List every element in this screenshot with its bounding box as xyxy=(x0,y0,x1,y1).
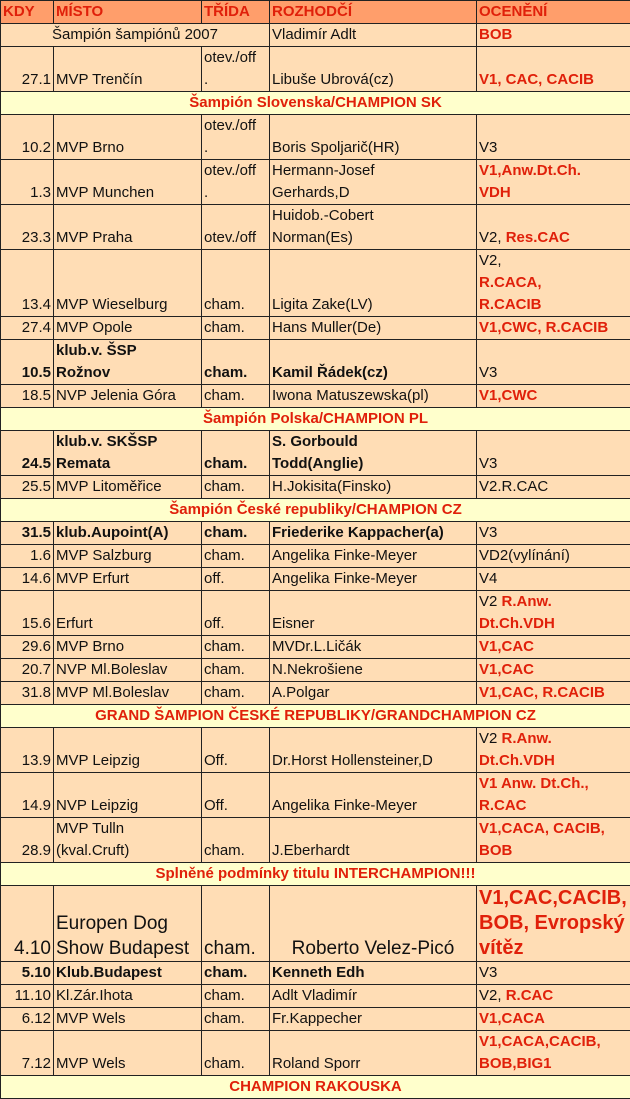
award-text: V2, xyxy=(479,229,502,246)
place-text: MVP Wieselburg xyxy=(56,296,167,313)
place-cell xyxy=(54,636,202,659)
class-cell xyxy=(202,728,270,773)
award-text: VDH xyxy=(479,184,511,201)
award-text: V1,CWC xyxy=(479,387,537,404)
place-text: MVP Munchen xyxy=(56,184,154,201)
judge-cell xyxy=(270,340,477,385)
judge-text: Eisner xyxy=(272,615,315,632)
header-cell: OCENĚNÍ xyxy=(477,1,630,24)
judge-text: Huidob.-Cobert xyxy=(272,207,374,224)
award-text: V2.R.CAC xyxy=(479,478,548,495)
award-text: Dt.Ch.VDH xyxy=(479,752,555,769)
place-cell xyxy=(54,160,202,205)
class-text: otev./off xyxy=(204,117,256,134)
class-text: cham. xyxy=(204,661,245,678)
table-row xyxy=(1,728,630,773)
class-text: cham. xyxy=(204,547,245,564)
place-cell xyxy=(54,476,202,499)
table-row xyxy=(1,682,630,705)
judge-cell xyxy=(270,431,477,476)
judge-text: Iwona Matuszewska(pl) xyxy=(272,387,429,404)
judge-text: Libuše Ubrová(cz) xyxy=(272,71,394,88)
class-text: cham. xyxy=(204,364,247,381)
award-text: V3 xyxy=(479,139,497,156)
place-text: MVP Erfurt xyxy=(56,570,129,587)
award-text: V2 xyxy=(479,730,497,747)
date-cell: 14.6 xyxy=(1,568,54,591)
award-cell xyxy=(477,682,630,705)
class-cell xyxy=(202,205,270,250)
table-row xyxy=(1,115,630,160)
class-cell xyxy=(202,385,270,408)
judge-text: Roberto Velez-Picó xyxy=(292,938,455,959)
class-cell xyxy=(202,476,270,499)
award-text: BOB xyxy=(479,26,512,43)
judge-cell xyxy=(270,591,477,636)
date-cell: 14.9 xyxy=(1,773,54,818)
place-text: Kl.Zár.Ihota xyxy=(56,987,133,1004)
date-cell: 24.5 xyxy=(1,431,54,476)
table-row xyxy=(1,659,630,682)
class-cell xyxy=(202,340,270,385)
table-row xyxy=(1,962,630,985)
table-row xyxy=(1,317,630,340)
table-row xyxy=(1,818,630,863)
class-text: cham. xyxy=(204,1055,245,1072)
class-cell xyxy=(202,591,270,636)
judge-text: Dr.Horst Hollensteiner,D xyxy=(272,752,433,769)
class-text: cham. xyxy=(204,842,245,859)
date-cell: 13.4 xyxy=(1,250,54,317)
place-cell xyxy=(54,886,202,962)
place-text: (kval.Cruft) xyxy=(56,842,129,859)
award-cell xyxy=(477,659,630,682)
judge-cell xyxy=(270,317,477,340)
section-title: GRAND ŠAMPION ČESKÉ REPUBLIKY/GRANDCHAMPION CZ xyxy=(1,705,630,728)
class-cell xyxy=(202,962,270,985)
award-text: V3 xyxy=(479,455,497,472)
date-cell: 7.12 xyxy=(1,1031,54,1076)
place-cell xyxy=(54,431,202,476)
award-text: BOB, Evropský xyxy=(479,912,625,934)
award-text: V1,CACA,CACIB, xyxy=(479,1033,601,1050)
judge-text: Gerhards,D xyxy=(272,184,350,201)
class-text: otev./off xyxy=(204,229,256,246)
judge-cell xyxy=(270,47,477,92)
date-cell: 20.7 xyxy=(1,659,54,682)
date-cell: 4.10 xyxy=(1,886,54,962)
award-text: V1,CAC xyxy=(479,661,534,678)
class-cell xyxy=(202,115,270,160)
award-cell xyxy=(477,115,630,160)
place-cell xyxy=(54,962,202,985)
table-row xyxy=(1,205,630,250)
award-text: VD2(vylínání) xyxy=(479,547,570,564)
place-text: MVP Leipzig xyxy=(56,752,140,769)
place-text: Erfurt xyxy=(56,615,93,632)
place-cell xyxy=(54,773,202,818)
place-text: Europen Dog xyxy=(56,913,168,934)
judge-text: Kamil Řádek(cz) xyxy=(272,364,388,381)
place-text: MVP Salzburg xyxy=(56,547,152,564)
table-row xyxy=(1,568,630,591)
place-cell xyxy=(54,545,202,568)
class-cell xyxy=(202,1031,270,1076)
class-text: cham. xyxy=(204,684,245,701)
award-cell xyxy=(477,636,630,659)
class-text: cham. xyxy=(204,319,245,336)
award-text: V1,CAC, R.CACIB xyxy=(479,684,605,701)
judge-text: Boris Spoljarič(HR) xyxy=(272,139,400,156)
award-text: V1,CACA xyxy=(479,1010,545,1027)
judge-cell xyxy=(270,522,477,545)
award-cell xyxy=(477,205,630,250)
date-cell: 31.8 xyxy=(1,682,54,705)
class-cell xyxy=(202,985,270,1008)
award-text: Dt.Ch.VDH xyxy=(479,615,555,632)
class-cell xyxy=(202,522,270,545)
award-text: BOB xyxy=(479,842,512,859)
place-text: Remata xyxy=(56,455,110,472)
section-title-row xyxy=(1,408,630,431)
judge-text: Vladimír Adlt xyxy=(272,26,356,43)
place-text: MVP Brno xyxy=(56,638,124,655)
header-cell: MÍSTO xyxy=(54,1,202,24)
place-cell xyxy=(54,47,202,92)
place-text: MVP Litoměřice xyxy=(56,478,162,495)
date-cell: 28.9 xyxy=(1,818,54,863)
award-text: V3 xyxy=(479,524,497,541)
place-text: klub.Aupoint(A) xyxy=(56,524,168,541)
place-text: klub.v. ŠSP xyxy=(56,342,137,359)
date-cell: 27.1 xyxy=(1,47,54,92)
section-title-row xyxy=(1,1076,630,1099)
section-title: Splněné podmínky titulu INTERCHAMPION!!! xyxy=(1,863,630,886)
judge-text: Hermann-Josef xyxy=(272,162,375,179)
class-text: . xyxy=(204,184,208,201)
judge-cell xyxy=(270,886,477,962)
place-cell xyxy=(54,985,202,1008)
table-row xyxy=(1,1008,630,1031)
place-cell xyxy=(54,250,202,317)
date-cell: 10.5 xyxy=(1,340,54,385)
table-row xyxy=(1,340,630,385)
table-row xyxy=(1,886,630,962)
class-text: cham. xyxy=(204,938,256,959)
award-text: V1,CAC,CACIB, xyxy=(479,887,627,909)
judge-cell xyxy=(270,1008,477,1031)
class-text: cham. xyxy=(204,987,245,1004)
class-text: cham. xyxy=(204,478,245,495)
judge-cell xyxy=(270,568,477,591)
award-cell xyxy=(477,591,630,636)
award-text: V3 xyxy=(479,364,497,381)
award-cell xyxy=(477,522,630,545)
table-row xyxy=(1,431,630,476)
judge-cell xyxy=(270,205,477,250)
place-cell xyxy=(54,1008,202,1031)
judge-text: H.Jokisita(Finsko) xyxy=(272,478,391,495)
judge-text: Hans Muller(De) xyxy=(272,319,381,336)
judge-cell xyxy=(270,385,477,408)
judge-cell xyxy=(270,818,477,863)
section-title: CHAMPION RAKOUSKA xyxy=(1,1076,630,1099)
award-cell xyxy=(477,385,630,408)
class-text: off. xyxy=(204,570,225,587)
table-row xyxy=(1,160,630,205)
class-text: cham. xyxy=(204,455,247,472)
date-cell: 10.2 xyxy=(1,115,54,160)
judge-cell xyxy=(270,24,477,47)
class-cell xyxy=(202,659,270,682)
judge-text: Angelika Finke-Meyer xyxy=(272,547,417,564)
table-row xyxy=(1,47,630,92)
place-cell xyxy=(54,317,202,340)
date-cell: 31.5 xyxy=(1,522,54,545)
section-title-row xyxy=(1,92,630,115)
award-cell xyxy=(477,160,630,205)
award-text: V1, CAC, CACIB xyxy=(479,71,594,88)
place-cell xyxy=(54,659,202,682)
table-row xyxy=(1,985,630,1008)
judge-cell xyxy=(270,545,477,568)
table-row xyxy=(1,385,630,408)
class-text: cham. xyxy=(204,964,247,981)
table-row xyxy=(1,591,630,636)
award-cell xyxy=(477,962,630,985)
judge-text: Roland Sporr xyxy=(272,1055,360,1072)
class-text: Off. xyxy=(204,797,228,814)
award-text: R.CACIB xyxy=(479,296,542,313)
date-cell: 1.6 xyxy=(1,545,54,568)
place-cell xyxy=(54,591,202,636)
judge-text: Ligita Zake(LV) xyxy=(272,296,373,313)
place-text: MVP Brno xyxy=(56,139,124,156)
date-cell: 15.6 xyxy=(1,591,54,636)
judge-cell xyxy=(270,728,477,773)
class-cell xyxy=(202,636,270,659)
class-text: otev./off xyxy=(204,49,256,66)
award-cell xyxy=(477,317,630,340)
place-cell xyxy=(54,818,202,863)
place-text: NVP Ml.Boleslav xyxy=(56,661,167,678)
place-cell xyxy=(54,568,202,591)
date-cell: 1.3 xyxy=(1,160,54,205)
judge-cell xyxy=(270,682,477,705)
class-cell xyxy=(202,682,270,705)
judge-text: Norman(Es) xyxy=(272,229,353,246)
place-cell xyxy=(54,1031,202,1076)
table-row xyxy=(1,545,630,568)
date-cell: 13.9 xyxy=(1,728,54,773)
date-cell: 11.10 xyxy=(1,985,54,1008)
class-cell xyxy=(202,1008,270,1031)
results-table-body xyxy=(1,1,630,1099)
award-text: BOB,BIG1 xyxy=(479,1055,552,1072)
class-cell xyxy=(202,773,270,818)
place-cell xyxy=(54,522,202,545)
judge-cell xyxy=(270,115,477,160)
award-text: V2 xyxy=(479,593,497,610)
table-row xyxy=(1,773,630,818)
section-title: Šampión České republiky/CHAMPION CZ xyxy=(1,499,630,522)
table-row xyxy=(1,24,630,47)
place-text: MVP Opole xyxy=(56,319,132,336)
judge-text: S. Gorbould xyxy=(272,433,358,450)
place-text: klub.v. SKŠSP xyxy=(56,433,157,450)
award-cell xyxy=(477,773,630,818)
judge-cell xyxy=(270,773,477,818)
judge-text: N.Nekrošiene xyxy=(272,661,363,678)
award-text: V1,CWC, R.CACIB xyxy=(479,319,608,336)
award-cell xyxy=(477,568,630,591)
class-text: cham. xyxy=(204,524,247,541)
award-text: V4 xyxy=(479,570,497,587)
judge-text: J.Eberhardt xyxy=(272,842,350,859)
date-cell: 5.10 xyxy=(1,962,54,985)
award-text: R.Anw. xyxy=(502,593,552,610)
table-row xyxy=(1,476,630,499)
place-text: MVP Wels xyxy=(56,1010,125,1027)
place-text: Klub.Budapest xyxy=(56,964,162,981)
award-cell xyxy=(477,24,630,47)
place-cell xyxy=(54,340,202,385)
date-cell: 27.4 xyxy=(1,317,54,340)
place-cell xyxy=(54,728,202,773)
judge-cell xyxy=(270,636,477,659)
judge-text: Todd(Anglie) xyxy=(272,455,363,472)
date-cell: 23.3 xyxy=(1,205,54,250)
place-text: Rožnov xyxy=(56,364,110,381)
section-title-row xyxy=(1,705,630,728)
class-cell xyxy=(202,886,270,962)
place-text: MVP Ml.Boleslav xyxy=(56,684,169,701)
award-text: V3 xyxy=(479,964,497,981)
award-text: V1,CACA, CACIB, xyxy=(479,820,605,837)
award-cell xyxy=(477,1031,630,1076)
judge-cell xyxy=(270,962,477,985)
class-text: . xyxy=(204,139,208,156)
award-cell xyxy=(477,728,630,773)
class-text: cham. xyxy=(204,296,245,313)
award-cell xyxy=(477,1008,630,1031)
judge-text: Adlt Vladimír xyxy=(272,987,357,1004)
date-cell: 29.6 xyxy=(1,636,54,659)
place-cell xyxy=(54,385,202,408)
award-cell xyxy=(477,545,630,568)
section-title: Šampión Slovenska/CHAMPION SK xyxy=(1,92,630,115)
place-cell xyxy=(54,115,202,160)
header-cell: ROZHODČÍ xyxy=(270,1,477,24)
award-cell xyxy=(477,431,630,476)
place-text: MVP Tulln xyxy=(56,820,124,837)
award-text: R.Anw. xyxy=(502,730,552,747)
class-text: Off. xyxy=(204,752,228,769)
award-text: R.CACA, xyxy=(479,274,542,291)
judge-cell xyxy=(270,250,477,317)
class-text: off. xyxy=(204,615,225,632)
section-title: Šampión Polska/CHAMPION PL xyxy=(1,408,630,431)
section-title-row xyxy=(1,863,630,886)
class-cell xyxy=(202,47,270,92)
class-cell xyxy=(202,250,270,317)
award-text: V1,Anw.Dt.Ch. xyxy=(479,162,581,179)
place-cell: Šampión šampiónů 2007 xyxy=(1,24,270,47)
date-cell: 6.12 xyxy=(1,1008,54,1031)
award-text: R.CAC xyxy=(479,797,527,814)
award-cell xyxy=(477,985,630,1008)
class-cell xyxy=(202,545,270,568)
table-row xyxy=(1,1031,630,1076)
judge-cell xyxy=(270,1031,477,1076)
judge-text: Kenneth Edh xyxy=(272,964,365,981)
table-row xyxy=(1,522,630,545)
award-cell xyxy=(477,818,630,863)
judge-cell xyxy=(270,476,477,499)
date-cell: 25.5 xyxy=(1,476,54,499)
table-header-row xyxy=(1,1,630,24)
judge-cell xyxy=(270,160,477,205)
judge-cell xyxy=(270,659,477,682)
class-cell xyxy=(202,431,270,476)
place-text: Show Budapest xyxy=(56,938,189,959)
judge-text: Angelika Finke-Meyer xyxy=(272,570,417,587)
table-row xyxy=(1,636,630,659)
class-text: cham. xyxy=(204,638,245,655)
class-text: otev./off xyxy=(204,162,256,179)
award-cell xyxy=(477,476,630,499)
award-text: V2, xyxy=(479,252,502,269)
header-cell: TŘÍDA xyxy=(202,1,270,24)
class-text: cham. xyxy=(204,387,245,404)
award-cell xyxy=(477,250,630,317)
award-text: V2, xyxy=(479,987,502,1004)
place-text: MVP Praha xyxy=(56,229,132,246)
place-text: MVP Trenčín xyxy=(56,71,142,88)
class-cell xyxy=(202,160,270,205)
class-cell xyxy=(202,568,270,591)
judge-text: MVDr.L.Ličák xyxy=(272,638,361,655)
award-cell xyxy=(477,340,630,385)
place-text: NVP Jelenia Góra xyxy=(56,387,176,404)
award-cell xyxy=(477,47,630,92)
header-cell: KDY xyxy=(1,1,54,24)
award-text: vítěz xyxy=(479,937,523,959)
date-cell: 18.5 xyxy=(1,385,54,408)
judge-text: Fr.Kappecher xyxy=(272,1010,362,1027)
table-row xyxy=(1,250,630,317)
judge-cell xyxy=(270,985,477,1008)
award-text: R.CAC xyxy=(506,987,554,1004)
class-cell xyxy=(202,317,270,340)
place-cell xyxy=(54,682,202,705)
class-cell xyxy=(202,818,270,863)
class-text: . xyxy=(204,71,208,88)
judge-text: Friederike Kappacher(a) xyxy=(272,524,444,541)
judge-text: Angelika Finke-Meyer xyxy=(272,797,417,814)
section-title-row xyxy=(1,499,630,522)
judge-text: A.Polgar xyxy=(272,684,330,701)
award-text: V1 Anw. Dt.Ch., xyxy=(479,775,589,792)
place-cell xyxy=(54,205,202,250)
award-text: V1,CAC xyxy=(479,638,534,655)
class-text: cham. xyxy=(204,1010,245,1027)
place-text: NVP Leipzig xyxy=(56,797,138,814)
award-cell xyxy=(477,886,630,962)
place-text: MVP Wels xyxy=(56,1055,125,1072)
award-text: Res.CAC xyxy=(506,229,570,246)
